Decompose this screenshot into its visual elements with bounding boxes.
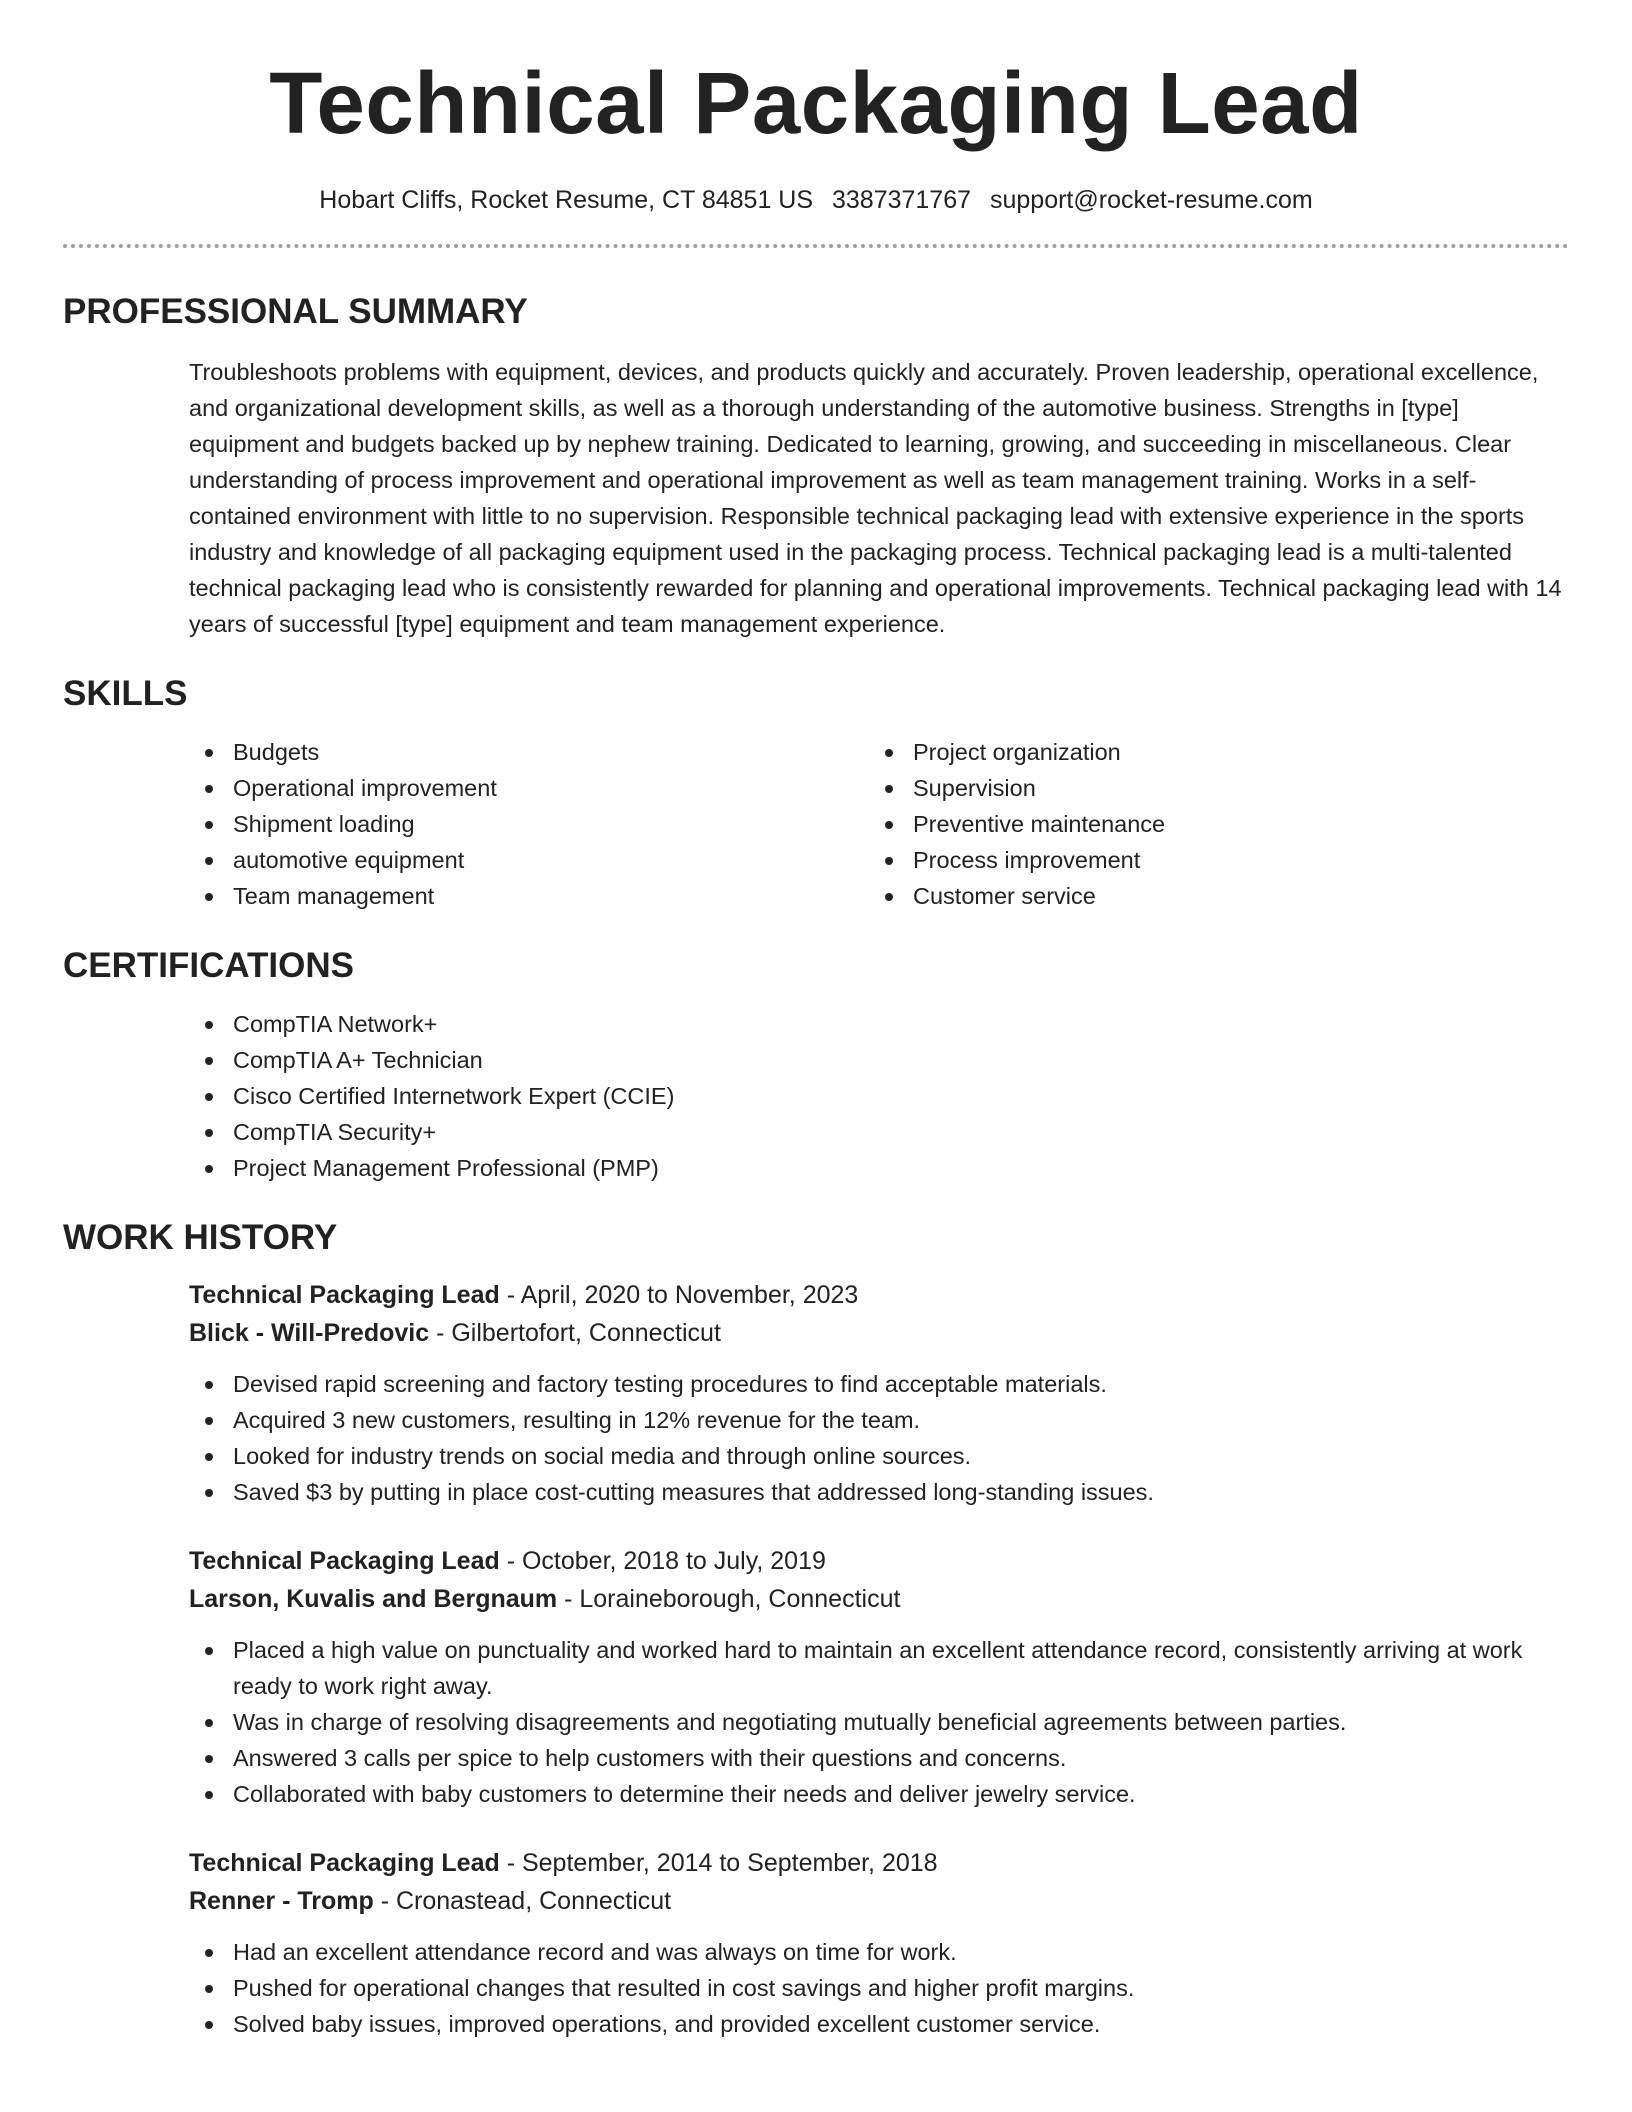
resume-header [63,0,1569,216]
skill-item: Budgets [189,734,869,770]
job-dates: - September, 2014 to September, 2018 [499,1849,938,1877]
job-bullet: Looked for industry trends on social media and through online sources. [189,1438,1569,1474]
certifications-title: CERTIFICATIONS [63,946,355,985]
job-role: Technical Packaging Lead [189,1547,500,1575]
skill-item: Team management [189,878,869,914]
contact-line [63,184,1569,216]
skills-section [63,672,1569,914]
summary-title: PROFESSIONAL SUMMARY [63,292,528,331]
skill-item: Operational improvement [189,770,869,806]
skills-list-left [189,734,869,914]
job-bullet: Was in charge of resolving disagreements and negotiating mutually beneficial agreements between parties. [189,1704,1569,1740]
certifications-section [63,944,1569,1186]
job-location: - Gilbertofort, Connecticut [429,1319,721,1347]
certification-item: Project Management Professional (PMP) [189,1150,1569,1186]
job-bullet: Pushed for operational changes that resulted in cost savings and higher profit margins. [189,1970,1569,2006]
certifications-list [189,1006,1569,1186]
certification-item: Cisco Certified Internetwork Expert (CCIE) [189,1078,1569,1114]
job-entry [189,1276,1569,1510]
job-location: - Loraineborough, Connecticut [557,1585,901,1613]
job-entry [189,1844,1569,2042]
job-bullets [189,1632,1569,1812]
job-title-line [189,1276,1569,1314]
skill-item: Supervision [869,770,1549,806]
job-bullet: Placed a high value on punctuality and worked hard to maintain an excellent attendance record, consistently arriving at work ready to work right away. [189,1632,1569,1704]
job-bullet: Solved baby issues, improved operations, and provided excellent customer service. [189,2006,1569,2042]
work-history-section [63,1216,1569,2042]
skill-item: Customer service [869,878,1549,914]
job-company: Renner - Tromp [189,1887,374,1915]
job-bullets [189,1934,1569,2042]
skill-item: Shipment loading [189,806,869,842]
skill-item: automotive equipment [189,842,869,878]
job-bullet: Had an excellent attendance record and was always on time for work. [189,1934,1569,1970]
job-company-line [189,1314,1569,1352]
contact-email: support@rocket-resume.com [989,186,1313,214]
job-title-line [189,1542,1569,1580]
job-company-line [189,1580,1569,1618]
job-dates: - April, 2020 to November, 2023 [499,1281,859,1309]
job-role: Technical Packaging Lead [189,1849,500,1877]
job-bullets [189,1366,1569,1510]
job-location: - Cronastead, Connecticut [373,1887,672,1915]
job-title-line [189,1844,1569,1882]
skill-item: Process improvement [869,842,1549,878]
header-divider [63,244,1569,248]
skills-list-right [869,734,1549,914]
contact-phone: 3387371767 [831,186,972,214]
summary-text: Troubleshoots problems with equipment, devices, and products quickly and accurately. Proven leadership, operational excellence, and organizational development skills, as well as a thorough understanding of the automotive business. Strengths in [type] equipment and budgets backed up by nephew training. Dedicated to learning, growing, and succeeding in miscellaneous. Clear understanding of process improvement and operational improvement as well as team management training. Works in a self-contained environment with little to no supervision. Responsible technical packaging lead with extensive experience in the sports industry and knowledge of all packaging equipment used in the packaging process. Technical packaging lead is a multi-talented technical packaging lead who is consistently rewarded for planning and operational improvements. Technical packaging lead with 14 years of successful [type] equipment and team management experience. [189,359,1562,637]
job-role: Technical Packaging Lead [189,1281,500,1309]
work-history-title: WORK HISTORY [63,1218,338,1257]
job-entry [189,1542,1569,1812]
job-company-line [189,1882,1569,1920]
job-bullet: Devised rapid screening and factory testing procedures to find acceptable materials. [189,1366,1569,1402]
skill-item: Project organization [869,734,1549,770]
skill-item: Preventive maintenance [869,806,1549,842]
summary-section [63,290,1569,642]
job-bullet: Saved $3 by putting in place cost-cutting measures that addressed long-standing issues. [189,1474,1569,1510]
resume-name: Technical Packaging Lead [269,55,1363,152]
job-bullet: Answered 3 calls per spice to help customers with their questions and concerns. [189,1740,1569,1776]
job-company: Larson, Kuvalis and Bergnaum [189,1585,558,1613]
job-company: Blick - Will-Predovic [189,1319,430,1347]
certification-item: CompTIA Network+ [189,1006,1569,1042]
job-bullet: Collaborated with baby customers to determine their needs and deliver jewelry service. [189,1776,1569,1812]
certification-item: CompTIA Security+ [189,1114,1569,1150]
contact-address: Hobart Cliffs, Rocket Resume, CT 84851 US [319,186,814,214]
skills-title: SKILLS [63,674,188,713]
certification-item: CompTIA A+ Technician [189,1042,1569,1078]
job-dates: - October, 2018 to July, 2019 [499,1547,826,1575]
job-bullet: Acquired 3 new customers, resulting in 12% revenue for the team. [189,1402,1569,1438]
